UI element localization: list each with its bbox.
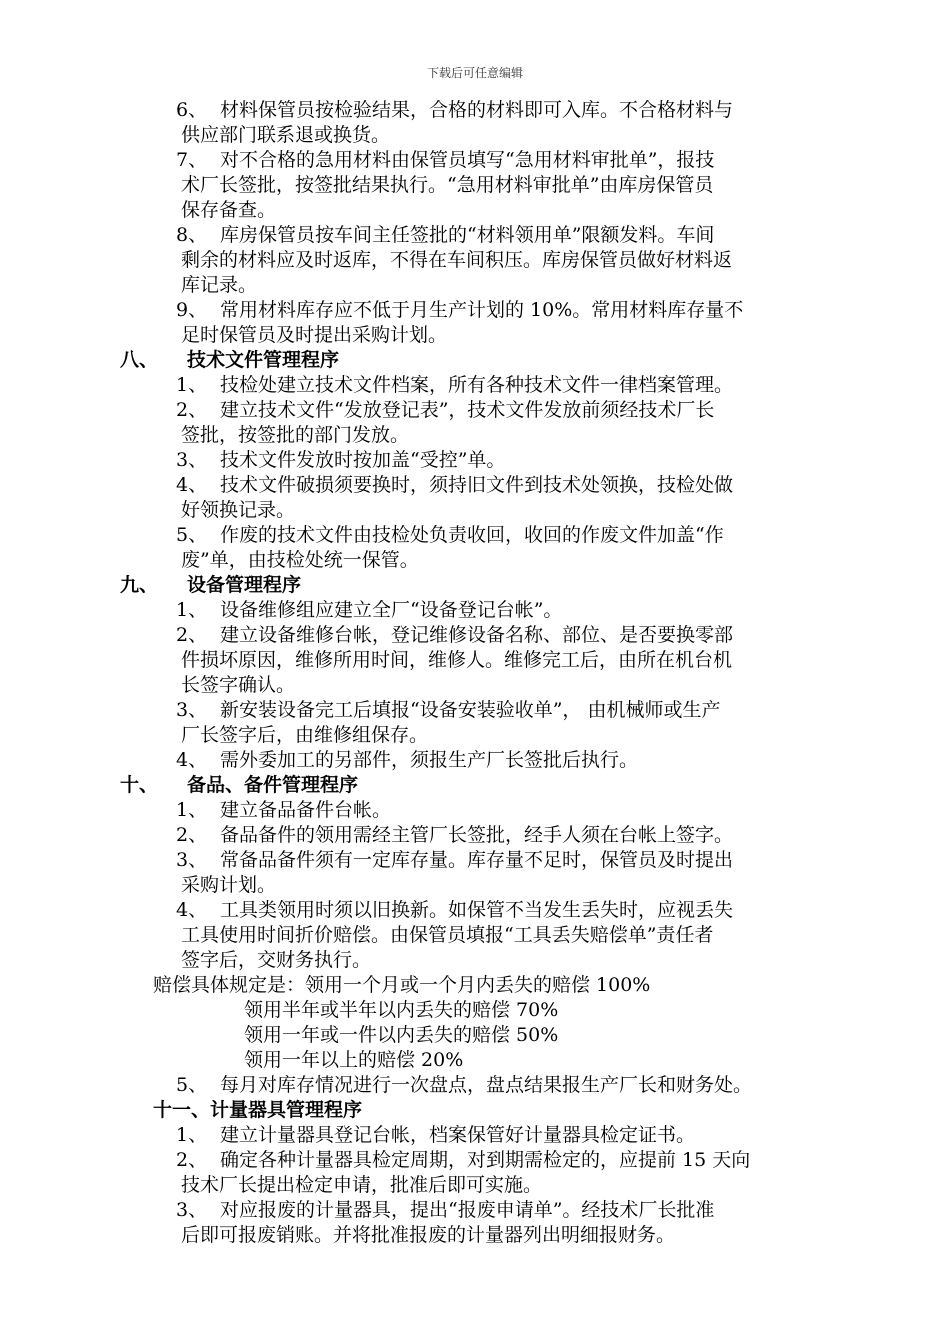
list-item-line (120, 698, 835, 723)
section-number: 九、 (120, 574, 159, 596)
list-item-line (120, 523, 835, 548)
list-item-number: 3、 (176, 849, 208, 871)
list-item-line (120, 148, 835, 173)
list-item-text: 建立计量器具登记台帐，档案保管好计量器具检定证书。 (220, 1124, 696, 1146)
list-item-number: 1、 (176, 1124, 208, 1146)
list-item-text: 每月对库存情况进行一次盘点，盘点结果报生产厂长和财务处。 (220, 1074, 753, 1096)
list-item-continuation: 技术厂长提出检定申请，批准后即可实施。 (181, 1174, 543, 1196)
list-item-continuation: 签批，按签批的部门发放。 (181, 424, 410, 446)
list-item-text: 建立设备维修台帐，登记维修设备名称、部位、是否要换零部 (220, 624, 734, 646)
list-item-line (120, 1123, 835, 1148)
list-item-continuation: 术厂长签批，按签批结果执行。“急用材料审批单”由库房保管员 (181, 174, 714, 196)
list-item-line (120, 373, 835, 398)
list-item-number: 4、 (176, 899, 208, 921)
list-item-line (120, 398, 835, 423)
section-heading: 十一、计量器具管理程序 (153, 1099, 363, 1121)
list-item-text: 库房保管员按车间主任签批的“材料领用单”限额发料。车间 (220, 224, 715, 246)
list-item-text: 建立备品备件台帐。 (220, 799, 392, 821)
list-item-continuation: 签字后，交财务执行。 (181, 949, 372, 971)
list-item-number: 2、 (176, 624, 208, 646)
list-item-line (120, 1198, 835, 1223)
section-heading (120, 773, 835, 798)
list-item-text: 工具类领用时须以旧换新。如保管不当发生丢失时，应视丢失 (220, 899, 734, 921)
list-item-text: 材料保管员按检验结果，合格的材料即可入库。不合格材料与 (220, 99, 734, 121)
list-item-text: 常用材料库存应不低于月生产计划的 10%。常用材料库存量不 (220, 299, 744, 321)
section-title: 设备管理程序 (187, 574, 302, 596)
section-title: 备品、备件管理程序 (187, 774, 359, 796)
list-item-text: 建立技术文件“发放登记表”，技术文件发放前须经技术厂长 (220, 399, 715, 421)
list-item-line (120, 623, 835, 648)
list-item-number: 9、 (176, 299, 208, 321)
list-item-text: 备品备件的领用需经主管厂长签批，经手人须在台帐上签字。 (220, 824, 734, 846)
list-item-text: 常备品备件须有一定库存量。库存量不足时，保管员及时提出 (220, 849, 734, 871)
section-number: 十、 (120, 774, 159, 796)
list-item-number: 3、 (176, 1199, 208, 1221)
section-title: 技术文件管理程序 (187, 349, 340, 371)
list-item-line (120, 1148, 835, 1173)
list-item-line (120, 848, 835, 873)
list-item-continuation: 长签字确认。 (181, 674, 296, 696)
list-item-continuation: 采购计划。 (181, 874, 277, 896)
list-item-line (120, 748, 835, 773)
list-item-number: 2、 (176, 1149, 208, 1171)
page-header: 下载后可任意编辑 (426, 66, 523, 80)
list-item-line (120, 223, 835, 248)
list-item-line (120, 448, 835, 473)
list-item-number: 2、 (176, 824, 208, 846)
list-item-number: 1、 (176, 374, 208, 396)
list-item-text: 作废的技术文件由技检处负责收回，收回的作废文件加盖“作 (220, 524, 724, 546)
list-item-continuation: 件损坏原因，维修所用时间，维修人。维修完工后，由所在机台机 (181, 649, 733, 671)
list-item-number: 3、 (176, 449, 208, 471)
list-item-number: 4、 (176, 474, 208, 496)
compensation-rule-line: 领用一年以上的赔偿 20% (244, 1049, 464, 1071)
document-body (120, 98, 835, 1248)
list-item-text: 确定各种计量器具检定周期，对到期需检定的，应提前 15 天向 (220, 1149, 751, 1171)
compensation-rule-line: 领用一年或一件以内丢失的赔偿 50% (244, 1024, 559, 1046)
list-item-text: 技术文件破损须要换时，须持旧文件到技术处领换，技检处做 (220, 474, 734, 496)
list-item-line (120, 823, 835, 848)
list-item-line (120, 298, 835, 323)
list-item-number: 8、 (176, 224, 208, 246)
list-item-text: 需外委加工的另部件，须报生产厂长签批后执行。 (220, 749, 639, 771)
list-item-number: 4、 (176, 749, 208, 771)
list-item-line (120, 798, 835, 823)
list-item-number: 1、 (176, 799, 208, 821)
list-item-text: 技检处建立技术文件档案，所有各种技术文件一律档案管理。 (220, 374, 734, 396)
list-item-continuation: 保存备查。 (181, 199, 277, 221)
section-number: 八、 (120, 349, 159, 371)
list-item-continuation: 后即可报废销账。并将批准报废的计量器列出明细报财务。 (181, 1224, 676, 1246)
list-item-line (120, 98, 835, 123)
list-item-text: 技术文件发放时按加盖“受控”单。 (220, 449, 506, 471)
list-item-number: 5、 (176, 1074, 208, 1096)
list-item-number: 7、 (176, 149, 208, 171)
list-item-line (120, 598, 835, 623)
list-item-number: 2、 (176, 399, 208, 421)
list-item-number: 6、 (176, 99, 208, 121)
list-item-number: 3、 (176, 699, 208, 721)
list-item-continuation: 好领换记录。 (181, 499, 296, 521)
list-item-continuation: 供应部门联系退或换货。 (181, 124, 391, 146)
list-item-line (120, 473, 835, 498)
list-item-continuation: 工具使用时间折价赔偿。由保管员填报“工具丢失赔偿单”责任者 (181, 924, 714, 946)
list-item-text: 新安装设备完工后填报“设备安装验收单”， 由机械师或生产 (220, 699, 721, 721)
list-item-continuation: 废”单，由技检处统一保管。 (181, 549, 419, 571)
compensation-rule-line: 领用半年或半年以内丢失的赔偿 70% (244, 999, 559, 1021)
list-item-text: 设备维修组应建立全厂“设备登记台帐”。 (220, 599, 563, 621)
list-item-continuation: 厂长签字后，由维修组保存。 (181, 724, 429, 746)
section-heading (120, 348, 835, 373)
list-item-line (120, 898, 835, 923)
list-item-line (120, 1073, 835, 1098)
list-item-continuation: 足时保管员及时提出采购计划。 (181, 324, 448, 346)
list-item-text: 对应报废的计量器具，提出“报废申请单”。经技术厂长批准 (220, 1199, 715, 1221)
list-item-continuation: 库记录。 (181, 274, 258, 296)
list-item-number: 1、 (176, 599, 208, 621)
section-heading (120, 573, 835, 598)
list-item-number: 5、 (176, 524, 208, 546)
list-item-continuation: 剩余的材料应及时返库，不得在车间积压。库房保管员做好材料返 (181, 249, 733, 271)
list-item-text: 对不合格的急用材料由保管员填写“急用材料审批单”，报技 (220, 149, 715, 171)
compensation-rule-intro: 赔偿具体规定是：领用一个月或一个月内丢失的赔偿 100% (153, 974, 651, 996)
